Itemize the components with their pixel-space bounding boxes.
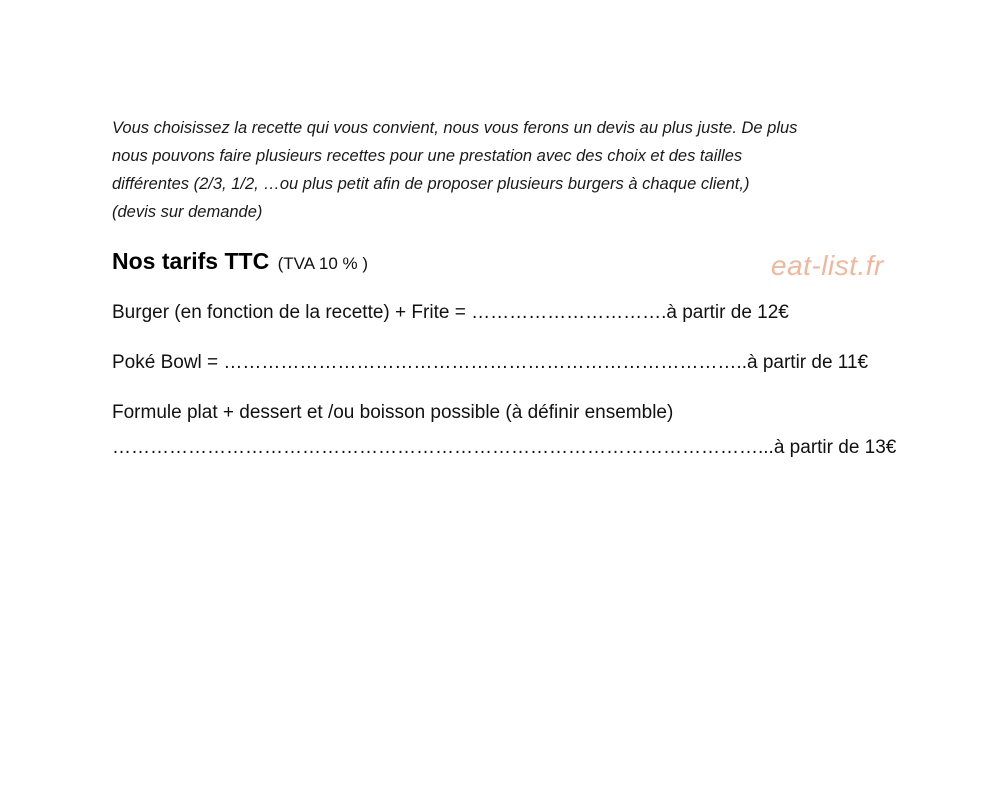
intro-line: différentes (2/3, 1/2, …ou plus petit afin de proposer plusieurs burgers à chaque client,) <box>112 175 750 193</box>
price-line-formule-title: Formule plat + dessert et /ou boisson possible (à définir ensemble) <box>112 402 674 423</box>
pricing-heading <box>112 248 368 275</box>
price-line-burger: Burger (en fonction de la recette) + Frite = ………………………….à partir de 12€ <box>112 302 789 323</box>
price-line-poke-bowl: Poké Bowl = ………………………………………………………………………..à partir de 11€ <box>112 352 869 373</box>
intro-line: (devis sur demande) <box>112 203 263 221</box>
price-line-formule-price: …………………………………………………………………………………………...à partir de 13€ <box>112 437 897 458</box>
intro-paragraph <box>112 114 892 226</box>
intro-line: nous pouvons faire plusieurs recettes pour une prestation avec des choix et des tailles <box>112 147 743 165</box>
pricing-title: Nos tarifs TTC <box>112 248 270 274</box>
watermark-logo: eat-list.fr <box>771 250 884 281</box>
intro-line: Vous choisissez la recette qui vous convient, nous vous ferons un devis au plus juste. De plus <box>112 119 798 137</box>
vat-note: (TVA 10 % ) <box>277 254 369 273</box>
